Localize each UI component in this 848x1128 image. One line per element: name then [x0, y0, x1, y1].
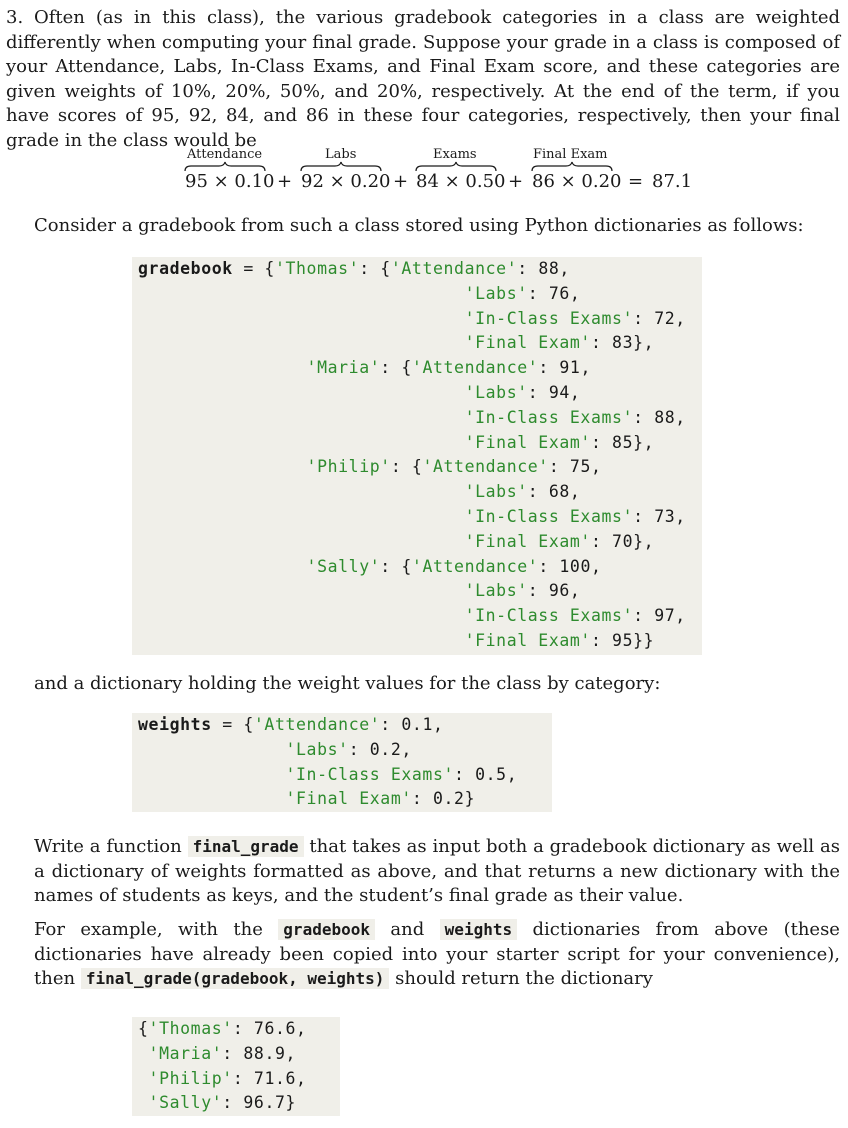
code-line — [138, 455, 696, 480]
intro-text: Often (as in this class), the various gradebook categories in a class are weighted differently when computing your final grade. Suppose your grade in a class is composed of your Attendance, Labs, In-Class Exams, and Final Exam score, and these categories are given weights of 10%, 20%, 50%, and 20%, respectively. At the end of the term, if you have scores of 95, 92, 84, and 86 in these four categories, respectively, then your final grade in the class would be — [6, 7, 840, 151]
code-punct: : — [348, 739, 370, 759]
code-score-value: 76 — [548, 283, 570, 303]
code-punct: : { — [380, 556, 412, 576]
code-punct: = { — [211, 715, 254, 734]
code-score-value: 100 — [559, 556, 591, 576]
code-punct: : — [527, 283, 549, 303]
code-student-key: 'Philip' — [148, 1068, 233, 1088]
code-score-value: 70 — [612, 531, 634, 551]
code-line — [138, 356, 696, 381]
code-category-key: 'Labs' — [464, 382, 528, 402]
gradebook-inline-code: gradebook — [278, 919, 375, 940]
write-text-after: that takes as input both a gradebook dictionary as well as a dictionary of weights formatted as above, and that returns a new dictionary with the names of students as keys, and the student’s final grade as their value. — [34, 836, 840, 906]
code-punct: } — [285, 1093, 297, 1113]
code-score-value: 95 — [612, 630, 634, 650]
equals-sign: = — [628, 171, 644, 192]
code-score-value: 96 — [548, 581, 570, 601]
code-indent — [138, 740, 285, 759]
code-punct: : — [380, 715, 402, 734]
code-line — [138, 1042, 334, 1067]
plus-sign: + — [277, 171, 293, 192]
code-punct: , — [569, 283, 581, 303]
code-punct: = { — [232, 259, 275, 278]
code-category-key: 'Attendance' — [411, 358, 539, 378]
code-category-key: 'In-Class Exams' — [464, 506, 634, 526]
code-indent — [138, 765, 285, 784]
code-punct: : — [222, 1093, 244, 1113]
write-function-paragraph — [34, 835, 840, 909]
code-indent — [138, 532, 465, 551]
code-score-value: 94 — [548, 382, 570, 402]
example-text-p3: should return the dictionary — [395, 968, 653, 989]
code-punct: , — [591, 556, 602, 576]
code-grade-value: 76.6 — [253, 1019, 297, 1038]
code-punct: }, — [633, 333, 655, 353]
code-score-value: 68 — [548, 482, 570, 502]
code-punct: , — [675, 606, 686, 626]
weights-intro-paragraph: and a dictionary holding the weight values for the class by category: — [34, 673, 661, 694]
example-text-p2: dictionaries from above (these dictionaries have already been copied into your starter script for your convenience), then — [34, 919, 840, 989]
code-indent — [138, 507, 465, 526]
equation-label-final-exam: Final Exam — [533, 147, 608, 162]
code-indent — [138, 606, 465, 625]
example-paragraph — [34, 918, 840, 992]
intro-paragraph — [6, 6, 840, 153]
code-score-value: 72 — [654, 308, 676, 328]
code-punct: : — [633, 308, 655, 328]
code-punct: , — [559, 259, 570, 278]
code-category-key: 'In-Class Exams' — [464, 606, 634, 626]
code-line — [138, 787, 546, 812]
code-score-value: 73 — [654, 506, 676, 526]
code-indent — [138, 789, 285, 808]
overbrace-attendance — [185, 162, 265, 171]
code-line — [138, 257, 696, 282]
code-punct: , — [285, 1043, 297, 1063]
code-indent — [138, 557, 307, 576]
code-weight-value: 0.2 — [432, 789, 465, 809]
code-score-value: 75 — [569, 457, 591, 477]
code-category-key: 'Final Exam' — [464, 630, 591, 650]
code-punct — [138, 1069, 149, 1088]
code-grade-value: 71.6 — [253, 1068, 297, 1088]
code-punct: : — [527, 482, 549, 502]
code-line — [138, 1091, 334, 1116]
code-punct: : — [411, 789, 433, 809]
code-line — [138, 555, 696, 580]
code-punct: , — [296, 1019, 307, 1038]
code-category-key: 'Attendance' — [422, 457, 549, 477]
code-punct: : { — [390, 457, 423, 477]
code-student-key: 'Maria' — [306, 358, 381, 378]
code-student-key: 'Thomas' — [148, 1019, 233, 1038]
code-punct: : — [590, 333, 613, 353]
code-punct: : — [538, 556, 560, 576]
code-punct: , — [401, 739, 412, 759]
code-score-value: 83 — [612, 333, 634, 353]
code-line — [138, 331, 696, 356]
code-punct: , — [580, 358, 592, 378]
overbrace-final-exam — [532, 162, 612, 171]
code-punct: { — [138, 1019, 149, 1038]
code-category-key: 'Final Exam' — [464, 432, 591, 452]
code-student-key: 'Maria' — [148, 1043, 223, 1063]
code-score-value: 85 — [612, 432, 634, 452]
code-category-key: 'Labs' — [285, 739, 349, 759]
plus-sign: + — [393, 171, 409, 192]
code-category-key: 'Labs' — [464, 482, 528, 502]
code-category-key: 'Final Exam' — [464, 531, 591, 551]
code-line — [138, 579, 696, 604]
code-punct: : — [548, 457, 570, 477]
code-category-key: 'In-Class Exams' — [464, 308, 634, 328]
equation-label-labs: Labs — [325, 147, 357, 162]
code-punct: }} — [633, 630, 655, 650]
write-text-before: Write a function — [34, 836, 182, 857]
equation-term-labs: 92 × 0.20 — [301, 171, 391, 192]
code-weight-value: 0.1 — [401, 715, 433, 734]
code-category-key: 'Attendance' — [411, 556, 539, 576]
code-punct: : { — [380, 358, 412, 378]
code-score-value: 91 — [559, 358, 581, 378]
code-punct: : — [633, 407, 655, 427]
code-punct: , — [569, 482, 581, 502]
code-punct: }, — [633, 531, 655, 551]
code-category-key: 'In-Class Exams' — [285, 764, 455, 784]
code-punct: : — [232, 1019, 254, 1038]
result-code-block — [132, 1017, 340, 1116]
code-weight-value: 0.2 — [369, 739, 402, 759]
code-punct: , — [432, 715, 444, 734]
code-punct: : { — [359, 259, 391, 278]
consider-paragraph: Consider a gradebook from such a class stored using Python dictionaries as follows: — [34, 215, 804, 236]
code-score-value: 88 — [538, 259, 560, 278]
code-line — [138, 530, 696, 555]
code-score-value: 88 — [654, 407, 676, 427]
code-grade-value: 88.9 — [243, 1043, 286, 1063]
code-punct: : — [590, 432, 613, 452]
code-line — [138, 282, 696, 307]
code-punct: , — [506, 764, 518, 784]
overbrace-exams — [416, 162, 496, 171]
code-category-key: 'Final Exam' — [285, 789, 412, 809]
code-line — [138, 431, 696, 456]
code-indent — [138, 309, 465, 328]
code-score-value: 97 — [654, 606, 676, 626]
code-grade-value: 96.7 — [243, 1093, 286, 1113]
equation-result: 87.1 — [652, 171, 693, 192]
code-category-key: 'In-Class Exams' — [464, 407, 634, 427]
code-line — [138, 480, 696, 505]
code-weight-value: 0.5 — [475, 764, 507, 784]
code-category-key: 'Labs' — [464, 283, 528, 303]
code-punct: , — [296, 1068, 307, 1088]
code-category-key: 'Attendance' — [253, 715, 381, 734]
code-category-key: 'Labs' — [464, 581, 528, 601]
code-line — [138, 406, 696, 431]
equation-label-exams: Exams — [433, 147, 477, 162]
code-punct: : — [538, 358, 560, 378]
code-punct: : — [517, 259, 539, 278]
code-punct: , — [591, 457, 602, 477]
code-punct: : — [590, 630, 613, 650]
code-punct: , — [675, 407, 686, 427]
code-indent — [138, 383, 465, 402]
question-number: 3. — [6, 7, 24, 28]
code-punct: : — [454, 764, 476, 784]
code-variable: weights — [138, 715, 212, 734]
code-category-key: 'Final Exam' — [464, 333, 591, 353]
code-indent — [138, 358, 307, 377]
code-line — [138, 1067, 334, 1092]
equation-label-attendance: Attendance — [187, 147, 263, 162]
code-punct: : — [633, 606, 655, 626]
equation-term-final-exam: 86 × 0.20 — [532, 171, 622, 192]
code-punct: }, — [633, 432, 655, 452]
code-punct: , — [569, 382, 581, 402]
code-indent — [138, 408, 465, 427]
code-punct: : — [633, 506, 655, 526]
function-call-inline-code: final_grade(gradebook, weights) — [81, 968, 390, 989]
code-punct: } — [464, 789, 476, 809]
code-punct: : — [222, 1043, 244, 1063]
code-category-key: 'Attendance' — [390, 259, 518, 278]
code-punct: : — [590, 531, 613, 551]
weights-inline-code: weights — [440, 919, 517, 940]
code-line — [138, 713, 546, 738]
code-indent — [138, 433, 465, 452]
code-indent — [138, 284, 465, 303]
code-line — [138, 604, 696, 629]
function-name-inline-code: final_grade — [188, 836, 304, 857]
code-line — [138, 381, 696, 406]
code-punct: : — [527, 382, 549, 402]
equation-term-attendance: 95 × 0.10 — [185, 171, 275, 192]
plus-sign: + — [508, 171, 524, 192]
code-punct — [138, 1044, 149, 1063]
code-line — [138, 629, 696, 654]
code-punct: , — [569, 581, 581, 601]
weights-code-block — [132, 713, 552, 812]
code-punct: : — [232, 1068, 254, 1088]
code-line — [138, 505, 696, 530]
code-indent — [138, 581, 465, 600]
equation-term-exams: 84 × 0.50 — [416, 171, 506, 192]
weighted-grade-equation — [183, 143, 703, 203]
code-indent — [138, 333, 465, 352]
example-text-p1: For example, with the — [34, 919, 263, 940]
code-indent — [138, 482, 465, 501]
code-line — [138, 763, 546, 788]
code-indent — [138, 457, 307, 476]
overbrace-labs — [301, 162, 381, 171]
gradebook-code-block — [132, 257, 702, 655]
code-indent — [138, 631, 465, 650]
code-variable: gradebook — [138, 259, 233, 278]
code-line — [138, 1017, 334, 1042]
code-punct: , — [675, 308, 686, 328]
code-student-key: 'Philip' — [306, 457, 391, 477]
example-text-and: and — [390, 919, 425, 940]
code-punct: : — [527, 581, 549, 601]
code-line — [138, 307, 696, 332]
code-punct: , — [675, 506, 686, 526]
code-student-key: 'Sally' — [306, 556, 381, 576]
code-line — [138, 738, 546, 763]
code-student-key: 'Thomas' — [274, 259, 360, 278]
code-punct — [138, 1093, 149, 1112]
code-student-key: 'Sally' — [148, 1093, 223, 1113]
